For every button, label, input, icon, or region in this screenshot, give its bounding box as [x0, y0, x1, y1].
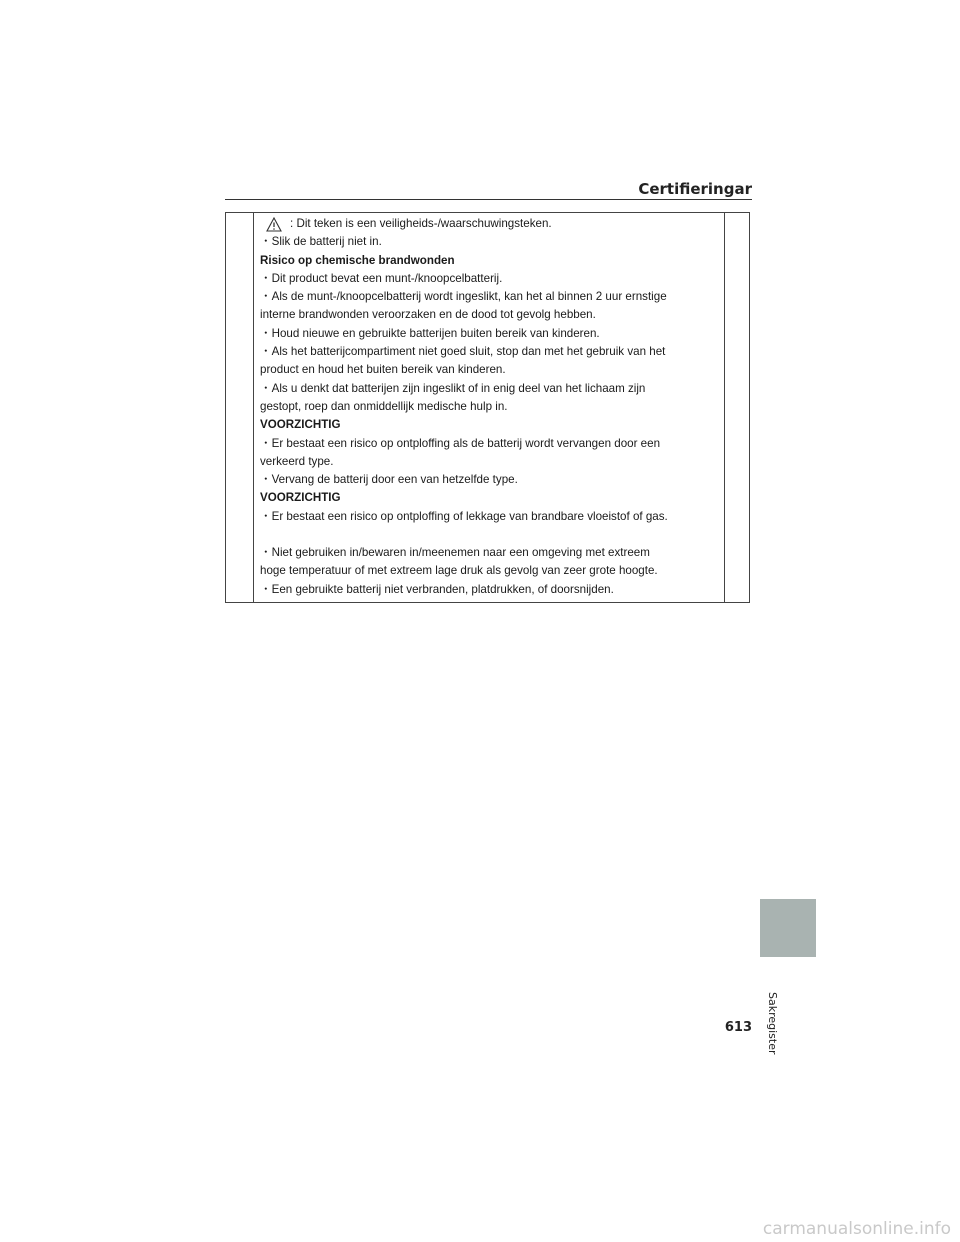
notice-line [260, 544, 720, 562]
notice-line [260, 581, 720, 599]
notice-line [260, 306, 720, 324]
notice-heading [260, 252, 720, 270]
notice-line-text: ・Slik de batterij niet in. [260, 235, 382, 249]
page-number: 613 [724, 1020, 752, 1035]
notice-line-text: interne brandwonden veroorzaken en de dood tot gevolg hebben. [260, 308, 596, 322]
notice-heading [260, 416, 720, 434]
notice-line-text: hoge temperatuur of met extreem lage druk als gevolg van zeer grote hoogte. [260, 564, 658, 578]
notice-line-text: ・Niet gebruiken in/bewaren in/meenemen naar een omgeving met extreem [260, 546, 650, 560]
notice-line-text: ・Als het batterijcompartiment niet goed sluit, stop dan met het gebruik van het [260, 345, 666, 359]
warning-triangle-icon [266, 217, 282, 232]
notice-line [260, 453, 720, 471]
notice-line-text: ・Vervang de batterij door een van hetzelfde type. [260, 473, 518, 487]
notice-line [260, 562, 720, 580]
notice-line-text: Risico op chemische brandwonden [260, 253, 455, 267]
notice-line-text: : Dit teken is een veiligheids-/waarschuwingsteken. [290, 217, 552, 230]
notice-line [260, 361, 720, 379]
notice-line-text: verkeerd type. [260, 454, 334, 468]
notice-spacer [260, 526, 720, 544]
notice-line-text: ・Houd nieuwe en gebruikte batterijen buiten bereik van kinderen. [260, 326, 600, 340]
header-rule [225, 199, 752, 200]
notice-line-text: ・Een gebruikte batterij niet verbranden, platdrukken, of doorsnijden. [260, 582, 614, 596]
notice-line-text: ・Er bestaat een risico op ontploffing of lekkage van brandbare vloeistof of gas. [260, 509, 668, 523]
notice-line-text: ・Als u denkt dat batterijen zijn ingeslikt of in enig deel van het lichaam zijn [260, 381, 646, 395]
side-tab-label: Sakregister [766, 992, 779, 1055]
notice-line-text: ・Als de munt-/knoopcelbatterij wordt ingeslikt, kan het al binnen 2 uur ernstige [260, 290, 667, 304]
notice-line-text: VOORZICHTIG [260, 491, 341, 505]
notice-line [260, 233, 720, 251]
notice-line-text: ・Dit product bevat een munt-/knoopcelbatterij. [260, 271, 503, 285]
notice-line [260, 508, 720, 526]
notice-line [260, 471, 720, 489]
notice-line [260, 288, 720, 306]
watermark: carmanualsonline.info [762, 1219, 951, 1239]
notice-line-text: ・Er bestaat een risico op ontploffing als de batterij wordt vervangen door een [260, 436, 661, 450]
notice-line [260, 398, 720, 416]
notice-line-text: gestopt, roep dan onmiddellijk medische hulp in. [260, 399, 508, 413]
section-title: Certifieringar [638, 180, 752, 198]
notice-line [260, 380, 720, 398]
notice-content [260, 215, 720, 599]
notice-line [260, 435, 720, 453]
notice-heading [260, 489, 720, 507]
notice-line-text: VOORZICHTIG [260, 418, 341, 432]
notice-line [260, 215, 720, 233]
notice-line [260, 343, 720, 361]
notice-line [260, 325, 720, 343]
side-tab [760, 899, 816, 957]
notice-line [260, 270, 720, 288]
notice-line-text: product en houd het buiten bereik van kinderen. [260, 363, 506, 377]
